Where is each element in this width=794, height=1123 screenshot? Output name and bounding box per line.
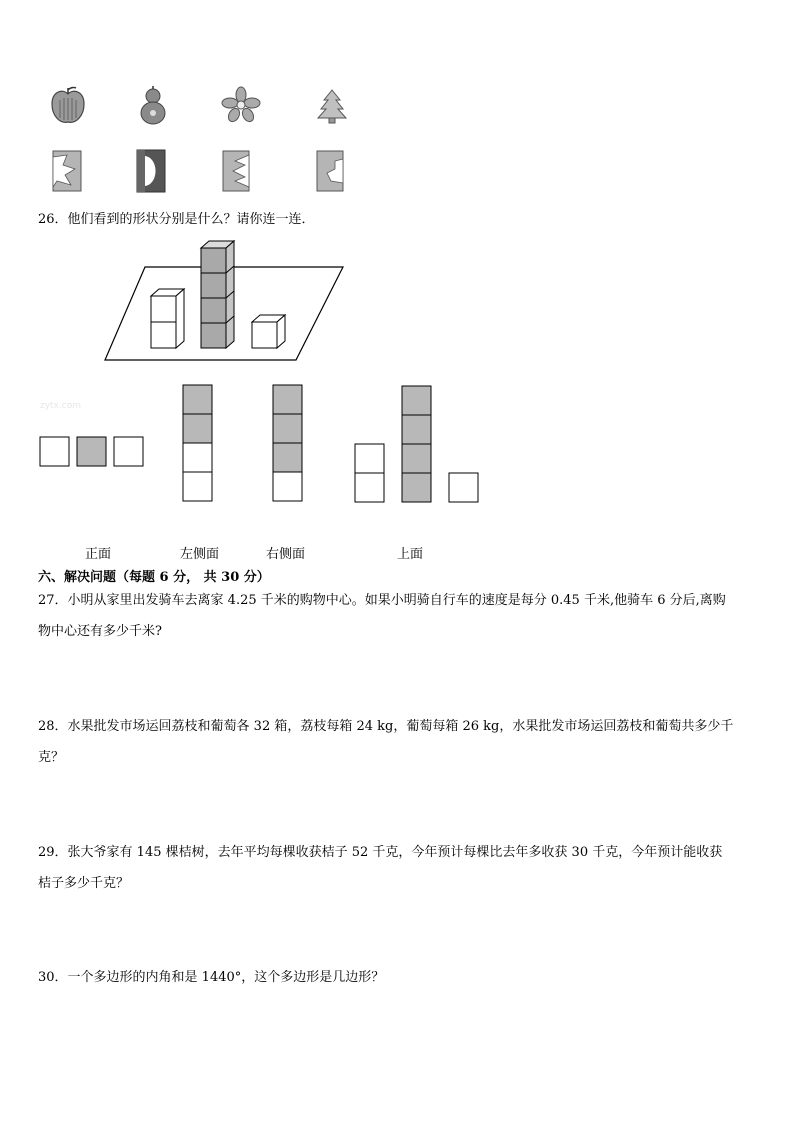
section-6-title: 六、解决问题（每题 6 分， 共 30 分） [38,570,270,585]
watermark: zytx.com [40,401,81,411]
problem-28-line-2: 克？ [38,750,65,765]
gourd-icon [138,86,168,126]
problem-27-line-1: 27．小明从家里出发骑车去离家 4.25 千米的购物中心。如果小明骑自行车的速度是每分 0.45 千米,他骑车 6 分后,离购 [38,593,726,608]
top-view-drawing [355,386,478,502]
tree-icon [316,88,348,124]
problem-29-line-2: 桔子多少千克？ [38,876,130,891]
cutout-leaf-icon [53,151,83,191]
cube-arrangement-figure [100,238,350,364]
label-front: 正面 [85,547,112,562]
front-view-drawing [40,437,143,466]
cutout-arc-icon [137,150,167,192]
problem-28-line-1: 28．水果批发市场运回荔枝和葡萄各 32 箱，荔枝每箱 24 kg，葡萄每箱 26 kg，水果批发市场运回荔枝和葡萄共多少千 [38,719,734,734]
problem-27-line-2: 物中心还有多少千米? [38,624,162,639]
flower-icon [221,86,261,124]
label-right-side: 右侧面 [266,547,306,562]
cutout-notch-icon [317,151,345,191]
views-figure [38,383,483,505]
right-view-drawing [273,385,302,501]
label-left-side: 左侧面 [180,547,220,562]
problem-26-text: 26．他们看到的形状分别是什么？请你连一连． [38,212,315,227]
apple-icon [50,86,86,126]
problem-30-line-1: 30．一个多边形的内角和是 1440°，这个多边形是几边形？ [38,970,385,985]
cutout-zigzag-icon [223,151,251,191]
label-top: 上面 [397,547,424,562]
problem-29-line-1: 29．张大爷家有 145 棵桔树，去年平均每棵收获桔子 52 千克，今年预计每棵比去年多收获 30 千克，今年预计能收获 [38,845,723,860]
left-view-drawing [183,385,212,501]
